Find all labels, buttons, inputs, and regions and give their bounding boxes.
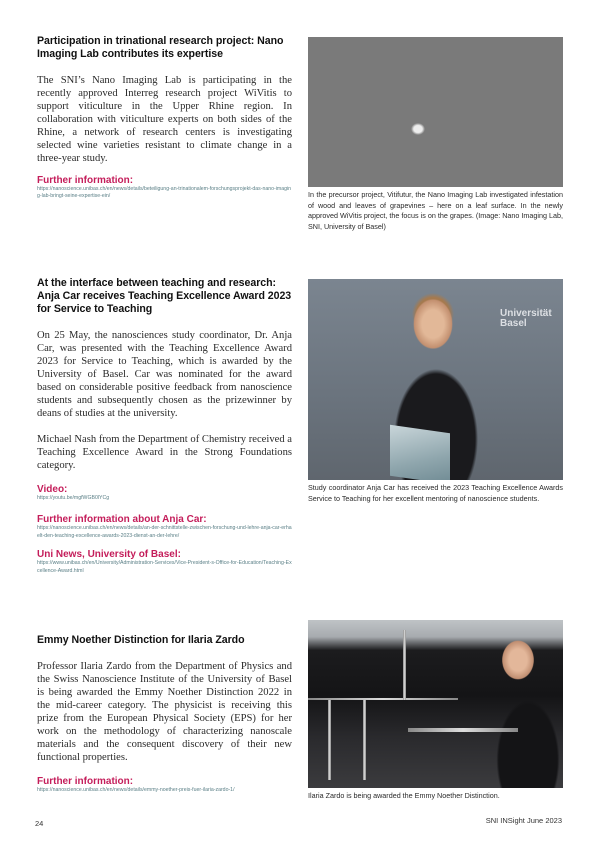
article-body: Professor Ilaria Zardo from the Department of Physics and the Swiss Nanoscience Institute of the University of Basel is being awarded the Emmy Noether Distinction 2022 in the mid-career category. The physicist is receiving this prize from the European Physical Society (EPS) for her work on the methodology of characterizing nanoscale materials and the consequent discovery of their new functional properties. <box>37 661 292 763</box>
video-block <box>37 484 292 502</box>
image-caption: Ilaria Zardo is being awarded the Emmy Noether Distinction. <box>308 791 500 800</box>
article-title: Emmy Noether Distinction for Ilaria Zardo <box>37 634 245 646</box>
sem-micrograph-image <box>308 37 563 187</box>
figure-ilaria-zardo <box>308 620 563 802</box>
article-title: At the interface between teaching and research: Anja Car receives Teaching Excellence Award 2023 for Service to Teaching <box>37 277 292 315</box>
further-info-heading: Further information: <box>37 776 134 787</box>
figure-anja-car <box>308 279 563 504</box>
article-body: Michael Nash from the Department of Chemistry received a Teaching Excellence Award in the Strong Foundations category. <box>37 434 292 471</box>
further-info-block <box>37 514 292 540</box>
further-info-link[interactable]: https://nanoscience.unibas.ch/en/news/details/an-der-schnittstelle-zwischen-forschung-und-lehre-anja-car-erhaelt-den-teaching-excellence-awards-2023-dienst-an-der-lehre/ <box>37 525 292 539</box>
image-caption: In the precursor project, Vitifutur, the Nano Imaging Lab investigated infestation of wood and leaves of grapevines – here on a leaf surface. In the newly approved WiVitis project, the focus is on the grapes. (Image: Nano Imaging Lab, SNI, University of Basel) <box>308 190 563 231</box>
uni-news-link[interactable]: https://www.unibas.ch/en/University/Administration-Services/Vice-President-s-Office-for-Education/Teaching-Excellence-Award.html <box>37 560 292 574</box>
article-body: On 25 May, the nanosciences study coordinator, Dr. Anja Car, was presented with the Teaching Excellence Award 2023 for Service to Teaching, which is awarded by the University of Basel. Car was nominated for the award based on considerable positive feedback from nanoscience students and subsequently chosen as the prizewinner by deans of studies at the university. <box>37 330 292 419</box>
video-link[interactable]: https://youtu.be/mgfWGB0lYCg <box>37 495 110 501</box>
backdrop-logo-line1: Universität <box>500 308 552 319</box>
lab-post <box>328 700 331 780</box>
further-info-link[interactable]: https://nanoscience.unibas.ch/en/news/details/emmy-noether-preis-fuer-ilaria-zardo-1/ <box>37 787 235 793</box>
lab-post <box>403 630 406 700</box>
further-info-link[interactable]: https://nanoscience.unibas.ch/en/news/details/beteiligung-an-trinationalem-forschungsprojekt-das-nano-imaging-lab-bringt-seine-expertise-ein/ <box>37 186 292 200</box>
anja-car-photo <box>308 279 563 480</box>
article-title: Participation in trinational research project: Nano Imaging Lab contributes its expertise <box>37 35 284 60</box>
article-nano-imaging <box>37 35 292 201</box>
lab-post <box>363 700 366 780</box>
award-plaque <box>390 425 450 480</box>
figure-sem <box>308 37 563 232</box>
article-body: The SNI’s Nano Imaging Lab is participating in the recently approved Interreg research project WiVitis to support viticulture in the Upper Rhine region. In collaboration with viticulture experts on both sides of the Rhine, a network of research centers is investigating selected wine varieties resistant to climate change in a three-year study. <box>37 75 292 164</box>
ilaria-zardo-lab-photo <box>308 620 563 788</box>
page-number: 24 <box>35 819 44 828</box>
article-anja-car <box>37 277 292 575</box>
further-info-heading: Further information: <box>37 175 134 186</box>
uni-news-heading: Uni News, University of Basel: <box>37 549 181 561</box>
backdrop-logo-line2: Basel <box>500 318 527 329</box>
article-ilaria-zardo <box>37 634 292 794</box>
image-caption: Study coordinator Anja Car has received the 2023 Teaching Excellence Awards Service to Teaching for her excellent mentoring of nanoscience students. <box>308 483 563 503</box>
further-info-block <box>37 776 292 794</box>
further-info-block <box>37 175 292 201</box>
backdrop-logo-text <box>500 309 552 329</box>
uni-news-block <box>37 549 292 575</box>
publication-name: SNI INSight June 2023 <box>485 816 562 825</box>
further-info-heading: Further information about Anja Car: <box>37 514 207 526</box>
video-heading: Video: <box>37 484 68 495</box>
lab-rail <box>408 728 518 732</box>
